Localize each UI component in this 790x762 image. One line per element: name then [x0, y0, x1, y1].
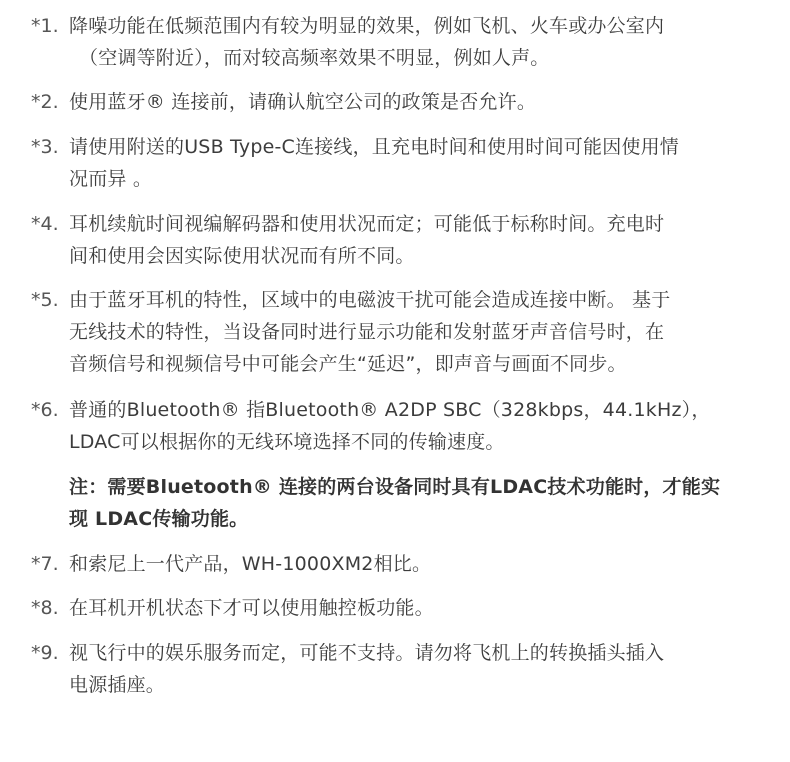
- footnote-line: 普通的Bluetooth® 指Bluetooth® A2DP SBC（328kbps，44.1kHz），: [69, 399, 711, 421]
- footnote-text: [69, 592, 759, 624]
- footnote-number: *1.: [31, 15, 59, 37]
- footnote-text: [69, 284, 759, 380]
- footnote-text: [69, 637, 759, 701]
- footnote-text: [69, 548, 759, 580]
- footnote-line: 音频信号和视频信号中可能会产生“延迟”，即声音与画面不同步。: [69, 353, 627, 375]
- footnote-number: *6.: [31, 399, 59, 421]
- footnote-text: [69, 394, 759, 458]
- footnote-number: *7.: [31, 553, 59, 575]
- footnote-line: 使用蓝牙® 连接前，请确认航空公司的政策是否允许。: [69, 91, 537, 113]
- footnote-number: *9.: [31, 642, 59, 664]
- note-line: 注：需要Bluetooth® 连接的两台设备同时具有LDAC技术功能时，才能实: [69, 476, 721, 498]
- ldac-note-text: [69, 471, 759, 535]
- footnote-text: [69, 208, 759, 272]
- footnote-line: 视飞行中的娱乐服务而定，可能不支持。请勿将飞机上的转换插头插入: [69, 642, 665, 664]
- footnote-number: *5.: [31, 289, 59, 311]
- footnote-text: [69, 86, 759, 118]
- footnote-number: *3.: [31, 136, 59, 158]
- footnote-number: *4.: [31, 213, 59, 235]
- footnote-line: 无线技术的特性，当设备同时进行显示功能和发射蓝牙声音信号时，在: [69, 321, 665, 343]
- footnote-line: 况而异 。: [69, 168, 153, 190]
- footnote-line: （空调等附近），而对较高频率效果不明显，例如人声。: [79, 47, 550, 69]
- footnote-line: 降噪功能在低频范围内有较为明显的效果，例如飞机、火车或办公室内: [69, 15, 665, 37]
- footnote-line: 由于蓝牙耳机的特性，区域中的电磁波干扰可能会造成连接中断。 基于: [69, 289, 671, 311]
- footnote-line: 在耳机开机状态下才可以使用触控板功能。: [69, 597, 434, 619]
- footnote-line: LDAC可以根据你的无线环境选择不同的传输速度。: [69, 431, 505, 453]
- footnote-text: [69, 131, 759, 195]
- footnote-line: 请使用附送的USB Type-C连接线，且充电时间和使用时间可能因使用情: [69, 136, 680, 158]
- footnote-line: 间和使用会因实际使用状况而有所不同。: [69, 245, 415, 267]
- note-line: 现 LDAC传输功能。: [69, 508, 249, 530]
- footnote-number: *8.: [31, 597, 59, 619]
- footnote-line: 耳机续航时间视编解码器和使用状况而定；可能低于标称时间。充电时: [69, 213, 665, 235]
- footnote-line: 和索尼上一代产品，WH-1000XM2相比。: [69, 553, 432, 575]
- footnote-text: [69, 10, 759, 74]
- footnote-number: *2.: [31, 91, 59, 113]
- footnote-line: 电源插座。: [69, 674, 166, 696]
